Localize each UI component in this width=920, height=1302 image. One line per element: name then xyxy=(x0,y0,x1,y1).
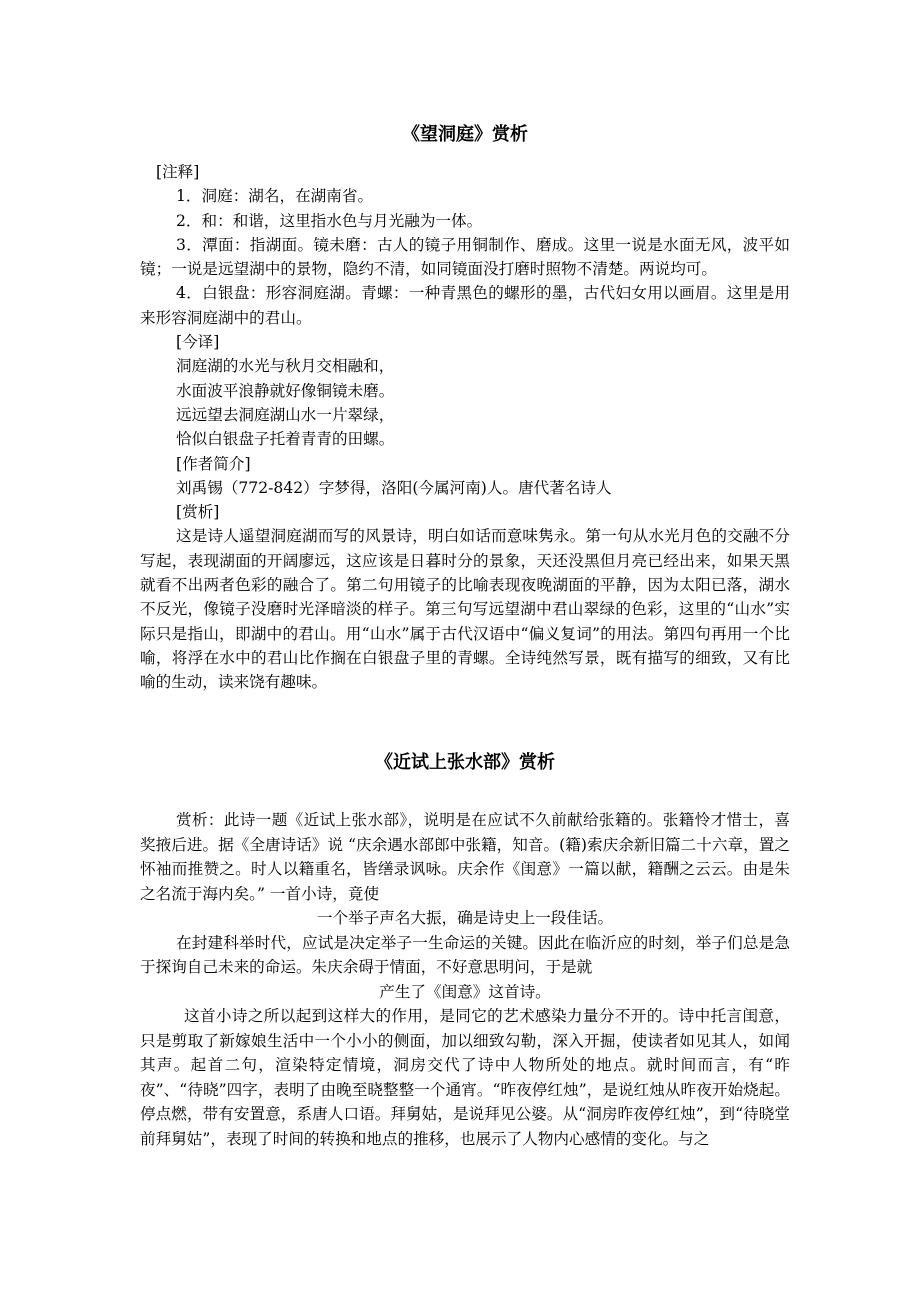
notes-header: [注释] xyxy=(156,163,200,181)
paragraph: 这首小诗之所以起到这样大的作用，是同它的艺术感染力量分不开的。诗中托言闺意，只是剪取了新嫁娘生活中一个小小的侧面，加以细致勾勒，深入开掘，使读者如见其人，如闻其声。起首二句，渲染特定情境，洞房交代了诗中人物所处的地点。就时间而言，有“昨夜”、“待晓”四字，表明了由晚至晓整整一个通宵。“昨夜停红烛”，是说红烛从昨夜开始烧起。停点燃，带有安置意，系唐人口语。拜舅姑，是说拜见公婆。从“洞房昨夜停红烛”，到“待晓堂前拜舅姑”，表现了时间的转换和地点的推移，也展示了人物内心感情的变化。与之 xyxy=(140,1007,790,1148)
author-header: [作者简介] xyxy=(176,454,251,473)
note-item: 2．和：和谐，这里指水色与月光融为一体。 xyxy=(176,211,483,230)
paragraph: 在封建科举时代，应试是决定举子一生命运的关键。因此在临沂应的时刻，举子们总是急于探询自己未来的命运。朱庆余碍于情面，不好意思明问，于是就 xyxy=(140,933,790,976)
paragraph-end: 一个举子声名大振，确是诗史上一段佳话。 xyxy=(316,909,614,927)
appreciation-header: [赏析] xyxy=(176,503,220,522)
poem1-title: 《望洞庭》赏析 xyxy=(402,124,528,145)
note-item: 1．洞庭：湖名，在湖南省。 xyxy=(176,187,374,206)
paragraph: 赏析：此诗一题《近试上张水部》，说明是在应试不久前献给张籍的。张籍怜才惜士，喜奖掖后进。据《全唐诗话》说 “庆余遇水部郎中张籍，知音。(籍)索庆余新旧篇二十六章，置之怀袖而推赞之。时人以籍重名，皆缮录讽咏。庆余作《闺意》一篇以献，籍酬之云云。由是朱之名流于海内矣。” 一首小诗，竟使 xyxy=(140,811,790,903)
poem2-title: 《近试上张水部》赏析 xyxy=(375,752,555,773)
appreciation-text: 这是诗人遥望洞庭湖而写的风景诗，明白如话而意味隽永。第一句从水光月色的交融不分写起，表现湖面的开阔廖远，这应该是日暮时分的景象，天还没黑但月亮已经出来，如果天黑就看不出两者色彩的融合了。第二句用镜子的比喻表现夜晚湖面的平静，因为太阳已落，湖水不反光，像镜子没磨时光泽暗淡的样子。第三句写远望湖中君山翠绿的色彩，这里的“山水”实际只是指山，即湖中的君山。用“山水”属于古代汉语中“偏义复词”的用法。第四句再用一个比喻，将浮在水中的君山比作搁在白银盘子里的青螺。全诗纯然写景，既有描写的细致，又有比喻的生动，读来饶有趣味。 xyxy=(140,527,790,692)
translation-header: [今译] xyxy=(176,333,220,352)
note-item: 3．潭面：指湖面。镜未磨：古人的镜子用铜制作、磨成。这里一说是水面无风，波平如镜；一说是远望湖中的景物，隐约不清，如同镜面没打磨时照物不清楚。两说均可。 xyxy=(140,235,790,279)
author-bio: 刘禹锡（772-842）字梦得，洛阳(今属河南)人。唐代著名诗人 xyxy=(176,478,612,497)
poem2-section xyxy=(140,808,790,1151)
translation-line: 远远望去洞庭湖山水一片翠绿， xyxy=(176,405,395,424)
note-item: 4．白银盘：形容洞庭湖。青螺：一种青黑色的螺形的墨，古代妇女用以画眉。这里是用来形容洞庭湖中的君山。 xyxy=(140,284,790,327)
paragraph-end: 产生了《闺意》这首诗。 xyxy=(379,982,551,1001)
poem1-section xyxy=(140,160,790,695)
translation-line: 洞庭湖的水光与秋月交相融和， xyxy=(176,357,395,376)
translation-line: 恰似白银盘子托着青青的田螺。 xyxy=(176,430,395,449)
translation-line: 水面波平浪静就好像铜镜未磨。 xyxy=(176,381,395,400)
